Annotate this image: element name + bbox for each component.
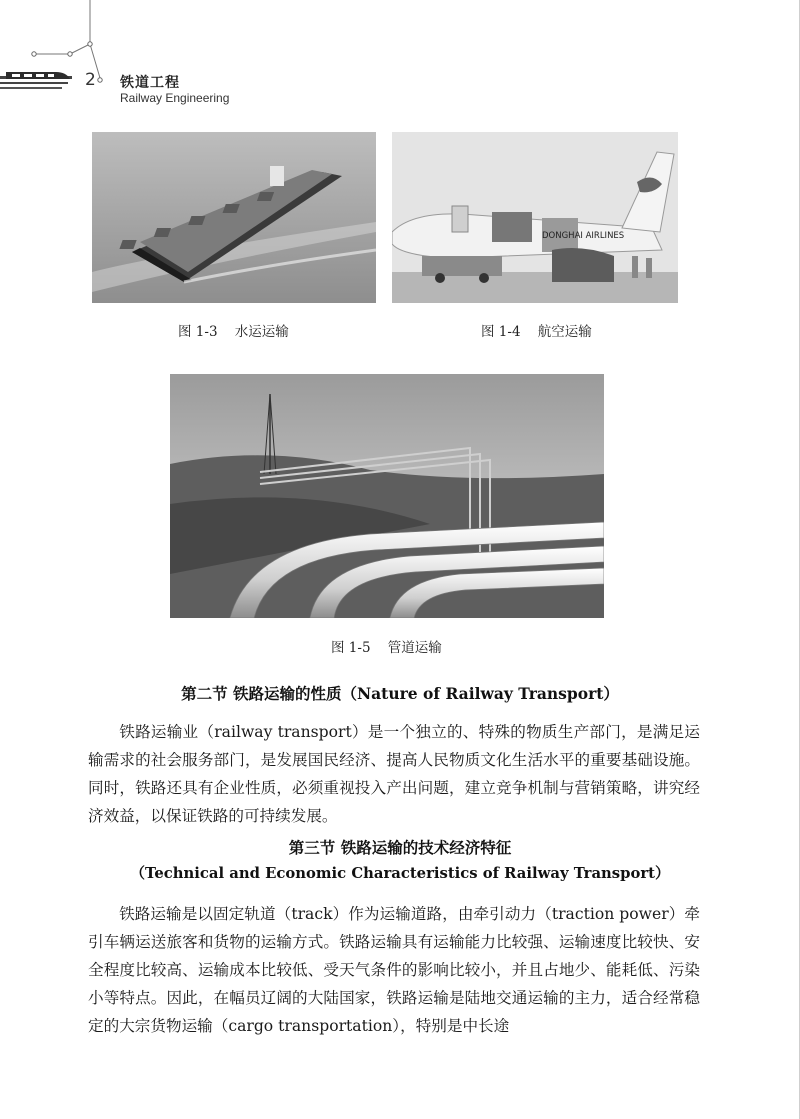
airline-livery-text: DONGHAI AIRLINES <box>542 231 625 241</box>
container-ship-photo <box>92 132 376 303</box>
pipeline-photo <box>170 374 604 618</box>
section-3-paragraph <box>88 900 700 1040</box>
section-3-text: 铁路运输是以固定轨道（track）作为运输道路，由牵引动力（traction power）牵引车辆运送旅客和货物的运输方式。铁路运输具有运输能力比较强、运输速度比较快、安全程度比较高、运输成本比较低、受天气条件的影响比较小，并且占地少、能耗低、污染小等特点。因此，在幅员辽阔的大陆国家，铁路运输是陆地交通运输的主力，适合经常稳定的大宗货物运输（cargo transportation），特别是中长途 <box>88 905 700 1035</box>
section-2-heading: 第二节 铁路运输的性质（Nature of Railway Transport） <box>181 684 619 703</box>
figure-1-5-caption: 图 1-5 管道运输 <box>331 640 442 656</box>
page-number: 2 <box>85 70 96 90</box>
cargo-airplane-photo <box>392 132 678 303</box>
book-title-en: Railway Engineering <box>120 91 230 105</box>
header-decoration <box>0 0 120 100</box>
book-title-zh: 铁道工程 <box>120 75 180 91</box>
figure-1-3-caption: 图 1-3 水运运输 <box>178 324 289 340</box>
section-2-text: 铁路运输业（railway transport）是一个独立的、特殊的物质生产部门，是满足运输需求的社会服务部门，是发展国民经济、提高人民物质文化生活水平的重要基础设施。同时，铁路还具有企业性质，必须重视投入产出问题，建立竞争机制与营销策略，讲究经济效益，以保证铁路的可持续发展。 <box>88 723 700 825</box>
section-3-heading-en: （Technical and Economic Characteristics of Railway Transport） <box>130 865 670 882</box>
section-3-heading-zh: 第三节 铁路运输的技术经济特征 <box>288 838 512 857</box>
section-2-paragraph <box>88 718 700 830</box>
figure-1-4-caption: 图 1-4 航空运输 <box>481 324 592 340</box>
